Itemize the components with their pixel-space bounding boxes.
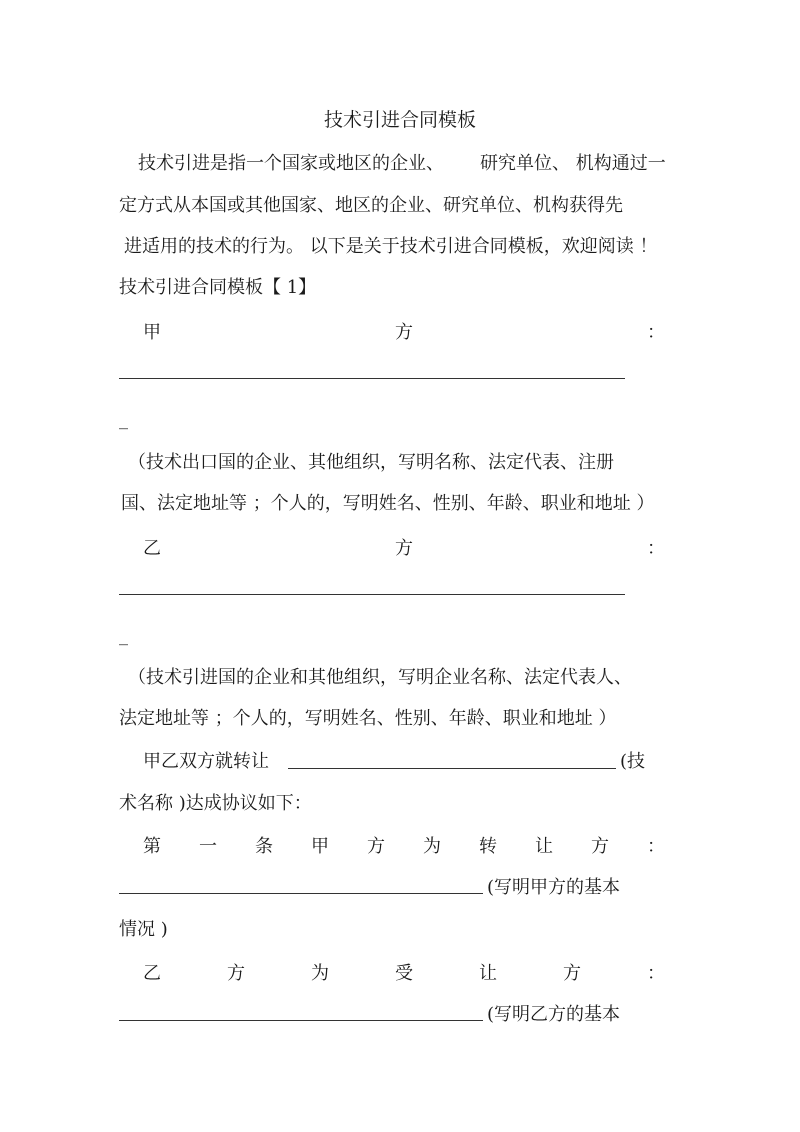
party-b-note-line-1: （技术引进国的企业和其他组织，写明企业名称、法定代表人、 (128, 667, 632, 688)
article-1-heading (143, 835, 665, 859)
article-1-char: 一 (199, 836, 217, 857)
article-1-char: 方 (591, 836, 609, 857)
document-title: 技术引进合同模板 (323, 109, 476, 131)
transferee-heading (143, 962, 665, 986)
transferee-char: 为 (311, 963, 329, 984)
party-a-label (143, 321, 665, 345)
transferee-char: 乙 (143, 963, 161, 984)
party-b-info-note: (写明乙方的基本 (487, 1004, 621, 1025)
agreement-prefix: 甲乙双方就转让 (143, 751, 269, 772)
article-1-char: 条 (255, 836, 273, 857)
intro-line-1a: 技术引进是指一个国家或地区的企业、 (138, 153, 444, 174)
article-1-char: 为 (423, 836, 441, 857)
agreement-suffix: (技 (620, 751, 646, 772)
party-b-char: 方 (395, 538, 413, 559)
party-b-info-blank (119, 1020, 483, 1021)
party-a-info-note-cont: 情况 ) (119, 919, 168, 940)
agreement-line-2: 术名称 )达成协议如下： (119, 793, 312, 814)
article-1-char: 让 (535, 836, 553, 857)
party-a-info-note: (写明甲方的基本 (487, 877, 621, 898)
intro-line-3: 进适用的技术的行为。 以下是关于技术引进合同模板，欢迎阅读 ！ (124, 236, 658, 257)
party-b-blank-dash: _ (119, 625, 128, 646)
section-heading: 技术引进合同模板【 1】 (119, 277, 317, 298)
party-b-note-line-2: 法定地址等 ；个人的，写明姓名、性别、年龄、职业和地址 ） (119, 708, 617, 729)
transferee-char: ： (647, 963, 665, 984)
party-a-note-line-1: （技术出口国的企业、其他组织，写明名称、法定代表、注册 (128, 452, 614, 473)
party-b-char: ： (647, 538, 665, 559)
transferee-char: 方 (563, 963, 581, 984)
technology-name-blank (288, 768, 616, 769)
article-1-char: ： (647, 836, 665, 857)
party-a-blank-dash: _ (119, 409, 128, 430)
party-a-info-blank (119, 893, 483, 894)
article-1-char: 转 (479, 836, 497, 857)
party-a-char: 甲 (143, 322, 161, 343)
article-1-char: 方 (367, 836, 385, 857)
party-a-blank-line (119, 378, 625, 379)
transferee-char: 方 (227, 963, 245, 984)
party-a-note-line-2: 国、法定地址等 ；个人的，写明姓名、性别、年龄、职业和地址 ） (121, 493, 655, 514)
article-1-char: 甲 (311, 836, 329, 857)
party-b-label (143, 537, 665, 561)
party-b-blank-line (119, 594, 625, 595)
intro-line-1b: 研究单位、 机构通过一 (480, 153, 666, 174)
intro-line-2: 定方式从本国或其他国家、地区的企业、研究单位、机构获得先 (119, 195, 623, 216)
party-a-char: 方 (395, 322, 413, 343)
transferee-char: 让 (479, 963, 497, 984)
article-1-char: 第 (143, 836, 161, 857)
party-a-char: ： (647, 322, 665, 343)
transferee-char: 受 (395, 963, 413, 984)
party-b-char: 乙 (143, 538, 161, 559)
